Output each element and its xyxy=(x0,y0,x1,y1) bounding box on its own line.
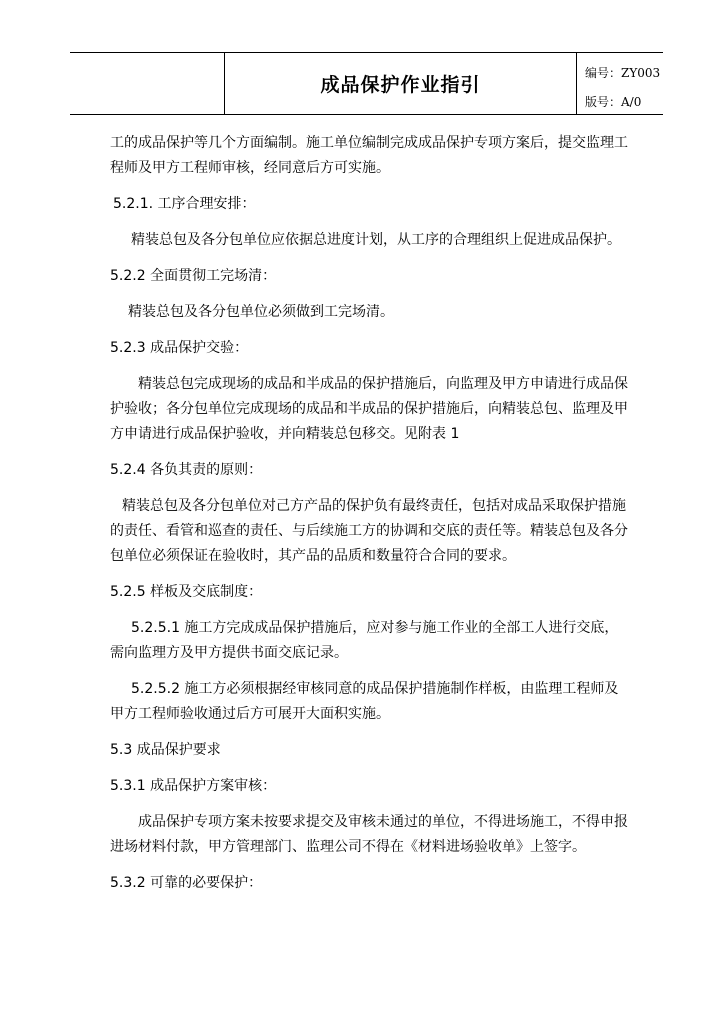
document-title: 成品保护作业指引 xyxy=(225,53,577,114)
section-5-3-1-heading: 5.3.1 成品保护方案审核： xyxy=(110,778,277,794)
document-code: 编号：ZY003 xyxy=(585,66,661,80)
header-meta-cell xyxy=(577,53,663,114)
document-body xyxy=(110,131,630,896)
section-5-2-1-text: 精装总包及各分包单位应依据总进度计划，从工序的合理组织上促进成品保护。 xyxy=(131,232,621,248)
section-5-3-1-text: 成品保护专项方案未按要求提交及审核未通过的单位，不得进场施工，不得申报进场材料付款，甲方管理部门、监理公司不得在《材料进场验收单》上签字。 xyxy=(110,814,628,855)
section-5-2-5-2-text: 5.2.5.2 施工方必须根据经审核同意的成品保护措施制作样板，由监理工程师及甲方工程师验收通过后方可展开大面积实施。 xyxy=(110,681,619,722)
section-5-2-5-heading: 5.2.5 样板及交底制度： xyxy=(110,584,263,600)
header-logo-cell xyxy=(70,53,225,114)
section-5-2-3-text: 精装总包完成现场的成品和半成品的保护措施后，向监理及甲方申请进行成品保护验收；各分包单位完成现场的成品和半成品的保护措施后，向精装总包、监理及甲方申请进行成品保护验收，并向精装总包移交。见附表 1 xyxy=(110,376,628,442)
section-5-2-1-heading: 5.2.1. 工序合理安排： xyxy=(113,196,256,212)
section-5-3-2-heading: 5.3.2 可靠的必要保护： xyxy=(110,875,263,891)
section-5-2-5-1-text: 5.2.5.1 施工方完成成品保护措施后，应对参与施工作业的全部工人进行交底，需向监理方及甲方提供书面交底记录。 xyxy=(110,620,619,661)
section-5-2-4-heading: 5.2.4 各负其责的原则： xyxy=(110,462,263,478)
document-version: 版号：A/0 xyxy=(585,95,642,109)
section-5-2-2-text: 精装总包及各分包单位必须做到工完场清。 xyxy=(128,304,394,320)
section-5-3-heading: 5.3 成品保护要求 xyxy=(110,742,221,758)
intro-paragraph: 工的成品保护等几个方面编制。施工单位编制完成成品保护专项方案后，提交监理工程师及甲方工程师审核，经同意后方可实施。 xyxy=(110,135,628,176)
section-5-2-4-text: 精装总包及各分包单位对己方产品的保护负有最终责任，包括对成品采取保护措施的责任、看管和巡查的责任、与后续施工方的协调和交底的责任等。精装总包及各分包单位必须保证在验收时，其产品的品质和数量符合合同的要求。 xyxy=(110,498,628,564)
section-5-2-3-heading: 5.2.3 成品保护交验： xyxy=(110,340,249,356)
section-5-2-2-heading: 5.2.2 全面贯彻工完场清： xyxy=(110,268,277,284)
document-header xyxy=(70,52,663,115)
